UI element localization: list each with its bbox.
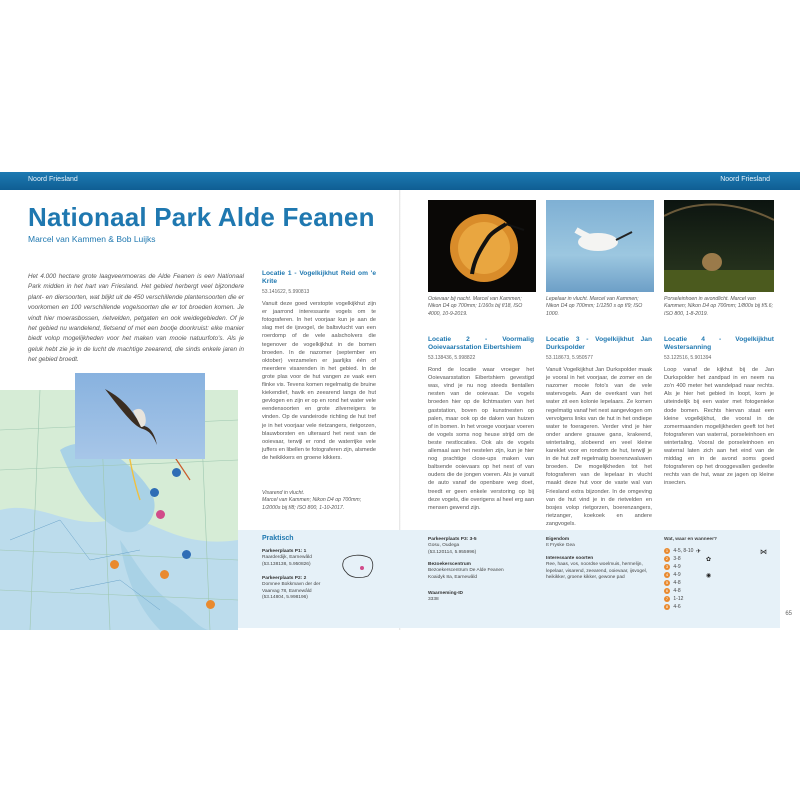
section-header-band (0, 172, 800, 190)
row-number-badge: 4 (665, 572, 669, 577)
map-marker-orange (160, 570, 169, 579)
location-3-text: Vanuit Vogelkijkhut Jan Durkspolder maak je vooral in het voorjaar, de zomer en de nazomer mooie foto's van de vele watervogels. Aan de overkant van het water zit een kolonie lepelaars. Ze komen regelmatig vanaf het nest aangevlogen om vervolgens links van de hut in het ondiepe water te foerageren. Verder vind je hier onder andere grauwe gans, krakeend, wintertaling, slobeend en veel kleine kareklet voor en rondom de hut, terwijl je in de hut zelf regelmatig boerenzwaluwen broeden. De mogelijkheden tot het fotograferen van de lepelaar in vlucht maakt deze hut voor de vaste wal van Friesland extra bijzonder. In de omgeving van de hut vind je in de rietvelden en bosjes volop rietgorzen, boerenzangers, rietzanger, koekoek en andere zangvogels. (546, 367, 652, 527)
location-2-title: Locatie 2 - Voormalig Ooievaarsstation Eibertshiem (428, 336, 534, 351)
row-number-badge: 8 (665, 604, 669, 609)
osprey-caption: Visarend in vlucht. Marcel van Kammen; Nikon D4 op 700mm; 1/2000s bij f/8; ISO 800, 1-10-2017. (262, 490, 362, 511)
row-months: 4-5, 8-10 (673, 548, 694, 554)
osprey-photo (75, 373, 205, 459)
province-outline-icon (340, 552, 376, 580)
row-number-badge: 3 (665, 564, 669, 569)
parking-p3 (428, 537, 528, 556)
location-4-title: Locatie 4 - Vogelkijkhut Westersanning (664, 336, 774, 351)
parking-p2 (262, 576, 352, 602)
bird-icon: ✈ (696, 549, 702, 555)
table-row (664, 580, 776, 586)
stork-moon-graphic (428, 200, 536, 292)
map-marker-orange (110, 560, 119, 569)
visitor-centre-label: Bezoekerscentrum (428, 562, 471, 567)
what-where-when-label: Wat, waar en wanneer? (664, 537, 717, 542)
row-months: 4-9 (673, 572, 681, 578)
interesting-species (546, 556, 650, 582)
parking-p2-label: Parkeerplaats P2: 2 (262, 576, 307, 581)
row-number-badge: 1 (665, 548, 669, 553)
intro-paragraph: Het 4.000 hectare grote laagveenmoeras de Alde Feanen is een Nationaal Park midden in het hart van Friesland. Het gebied herbergt veel bijzondere plant- en diersoorten, wat blijkt uit de 450 verschillende plantensoorten die er voorkomen en 100 verschillende vogelsoorten die er tot broeden komen. Je vindt hier moerasbossen, rietvelden, petgaten en ook weidegebieden. Of je het gebied nu wandelend, fietsend of met een bootje doorkruist: elke manier biedt volop mogelijkheden voor het maken van mooie natuurfoto's. Als je geluk hebt zie je in de lucht de machtige zeearend, die sinds enkele jaren in het gebied broedt. (28, 273, 244, 364)
butterfly-icon: ⋈ (760, 549, 767, 556)
porseleinhoen-graphic (664, 200, 774, 292)
map-marker-pink (156, 510, 165, 519)
ownership-label: Eigendom (546, 537, 570, 542)
row-number-badge: 7 (665, 596, 669, 601)
row-months: 4-8 (673, 588, 681, 594)
parking-p2-text: Domnee Bokkmavn der der Vaarvag 78, Earnewâld (53.14804, 5.998196) (262, 582, 321, 601)
row-number-badge: 6 (665, 588, 669, 593)
map-marker-orange (206, 600, 215, 609)
article-authors: Marcel van Kammen & Bob Luijks (28, 234, 156, 244)
observation-id (428, 591, 528, 604)
stork-caption: Ooievaar bij nacht. Marcel van Kammen; Nikon D4 op 700mm; 1/160s bij f/18, ISO 4000, 10-9-2019. (428, 296, 523, 317)
map-marker-blue (150, 488, 159, 497)
table-row (664, 596, 776, 602)
page-number: 65 (785, 611, 792, 617)
spoonbill-photo (546, 200, 654, 292)
parking-p3-text: Gosu, Oudega (53.120114, 5.955996) (428, 543, 477, 555)
praktisch-heading: Praktisch (262, 535, 294, 542)
location-1-block (262, 270, 376, 462)
location-4-text: Loop vanaf de kijkhut bij de Jan Durkspolder het zandpad in en neem na zo'n 400 meter het wandelpad naar rechts. Als je hier het gebied in loopt, kom je uiteindelijk bij een water met fotogenieke dode bomen. Rechts hiervan staat een kleine vogelkijkhut, die vooral in de zomermaanden mogelijkheden geeft tot het fotograferen van waterral, porseleinhoen en wintertaling. Vooral de porseleinhoen en waterral laten zich aan het eind van de middag en in de avond soms goed fotograferen op het drooggevallen gedeelte rechts van de hut, waar ze jagen op kleine insecten. (664, 367, 774, 487)
ownership (546, 537, 646, 550)
porseleinhoen-caption: Porseleinhoen in avondlicht. Marcel van Kammen; Nikon D4 op 700mm; 1/800s bij f/5.6; ISO 800, 1-8-2019. (664, 296, 773, 317)
parking-p1-text: Raarderdijk, Earnewâld (53.138138, 5.950826) (262, 555, 312, 567)
parking-p1-label: Parkeerplaats P1: 1 (262, 549, 307, 554)
map-marker-blue (182, 550, 191, 559)
visitor-centre-text: Bezoekerscentrum De Alde Feanen Koaidyk 8a, Earnewâld (428, 568, 504, 580)
stork-moon-photo (428, 200, 536, 292)
location-1-text: Vanuit deze goed verstopte vogelkijkhut zijn er jaarrond interessante vogels om te fotograferen. In het voorjaar kun je aan de slag met de ijsvogel, de baltsvlucht van een roerdomp of de vele aalscholvers die tegenover de vogelkijkhut in de bomen broeden. In de nazomer (september en oktober) verzamelen er jaarlijks één of meerdere visarenden in het gebied. In de grote plas voor de hut vangen ze vaak een flinke vis. Tevens komen regelmatig de bruine kiekendief, havik en zeearend langs de hut gevlogen en zijn er op en rond het water vele eendensoorten en grote zilverreigers te vinden. Op de vandeirode richting de hut tref je in het voorjaar vele rietzangers, rietgorzen, blauwborsten en ulteraard het nest van de ooievaar, terwijl er rond de waterrijke vele juffers en libellen te fotograferen zijn, alsmede de heikikkers en groene kikkers. (262, 301, 377, 461)
spoonbill-caption: Lepelaar in vlucht. Marcel van Kammen; Nikon D4 op 700mm; 1/1250 s op f/9; ISO 1000. (546, 296, 643, 317)
camera-icon: ◉ (706, 573, 712, 579)
row-months: 1-12 (673, 596, 684, 602)
row-number-badge: 2 (665, 556, 669, 561)
parking-p1 (262, 549, 352, 568)
article-title: Nationaal Park Alde Feanen (28, 202, 375, 232)
interesting-species-label: Interessante soorten (546, 556, 594, 561)
row-months: 4-6 (673, 604, 681, 610)
province-outline-graphic (340, 552, 376, 580)
row-number-badge: 5 (665, 580, 669, 585)
table-row (664, 572, 776, 578)
row-months: 3-8 (673, 556, 681, 562)
table-row (664, 604, 776, 610)
visitor-centre (428, 562, 528, 581)
porseleinhoen-photo (664, 200, 774, 292)
location-1-coords: 53.141622, 5.990813 (262, 289, 310, 295)
location-2-text: Rond de locatie waar vroeger het Ooievaarsstation Eibertshiem gevestigd was, vind je nu nog steeds tientallen nesten van de ooievaar. De vogels broeden hier op de lichtmasten van het gaststation, boven op kunstnesten op palen, maar ook op de daken van huizen of in bomen. In het vroege voorjaar voeren de vogels soms nog heuse strijd om de beste nestlocaties. Ook als de vogels allemaal aan het nestelen zijn, kun je hier nog prachtige close-ups maken van baltsende ooievaars op het nest of van ouders die de jongen voeren. Als je vanuit de auto vanaf de openbare weg doet, treedt er geen enkele verstoring op bij deze vogels, die overigens al heel erg aan mensen gewend zijn. (428, 367, 534, 511)
interesting-species-text: Ree, haas, vos, noordse woelmuis, hermelijn, lepelaar, visarend, zeearend, ooievaar, ijsvogel, heikikker, groene kikker, gewone pad (546, 562, 648, 581)
flower-icon: ✿ (706, 557, 712, 563)
location-3-coords: 53.118673, 5.950577 (546, 355, 593, 361)
table-row (664, 556, 776, 562)
map-marker-blue (172, 468, 181, 477)
table-row (664, 588, 776, 594)
spoonbill-graphic (546, 200, 654, 292)
row-months: 4-9 (673, 564, 681, 570)
observation-id-text: 3338 (428, 597, 439, 603)
region-label-right: Noord Friesland (720, 176, 770, 183)
location-4-block (664, 336, 774, 488)
location-4-coords: 53.122516, 5.901394 (664, 355, 712, 361)
region-label-left: Noord Friesland (28, 176, 78, 183)
observation-id-label: Waarneming-ID (428, 591, 464, 596)
location-3-block (546, 336, 652, 528)
location-1-title: Locatie 1 - Vogelkijkhut Reid om 'e Krite (262, 270, 376, 285)
table-row (664, 564, 776, 570)
location-2-coords: 53.138436, 5.998822 (428, 355, 476, 361)
parking-p3-label: Parkeerplaats P3: 3-5 (428, 537, 477, 542)
ownership-text: It Fryske Gea (546, 543, 575, 549)
row-months: 4-8 (673, 580, 681, 586)
osprey-icon (75, 373, 205, 459)
location-2-block (428, 336, 534, 512)
location-3-title: Locatie 3 - Vogelkijkhut Jan Durkspolder (546, 336, 652, 351)
